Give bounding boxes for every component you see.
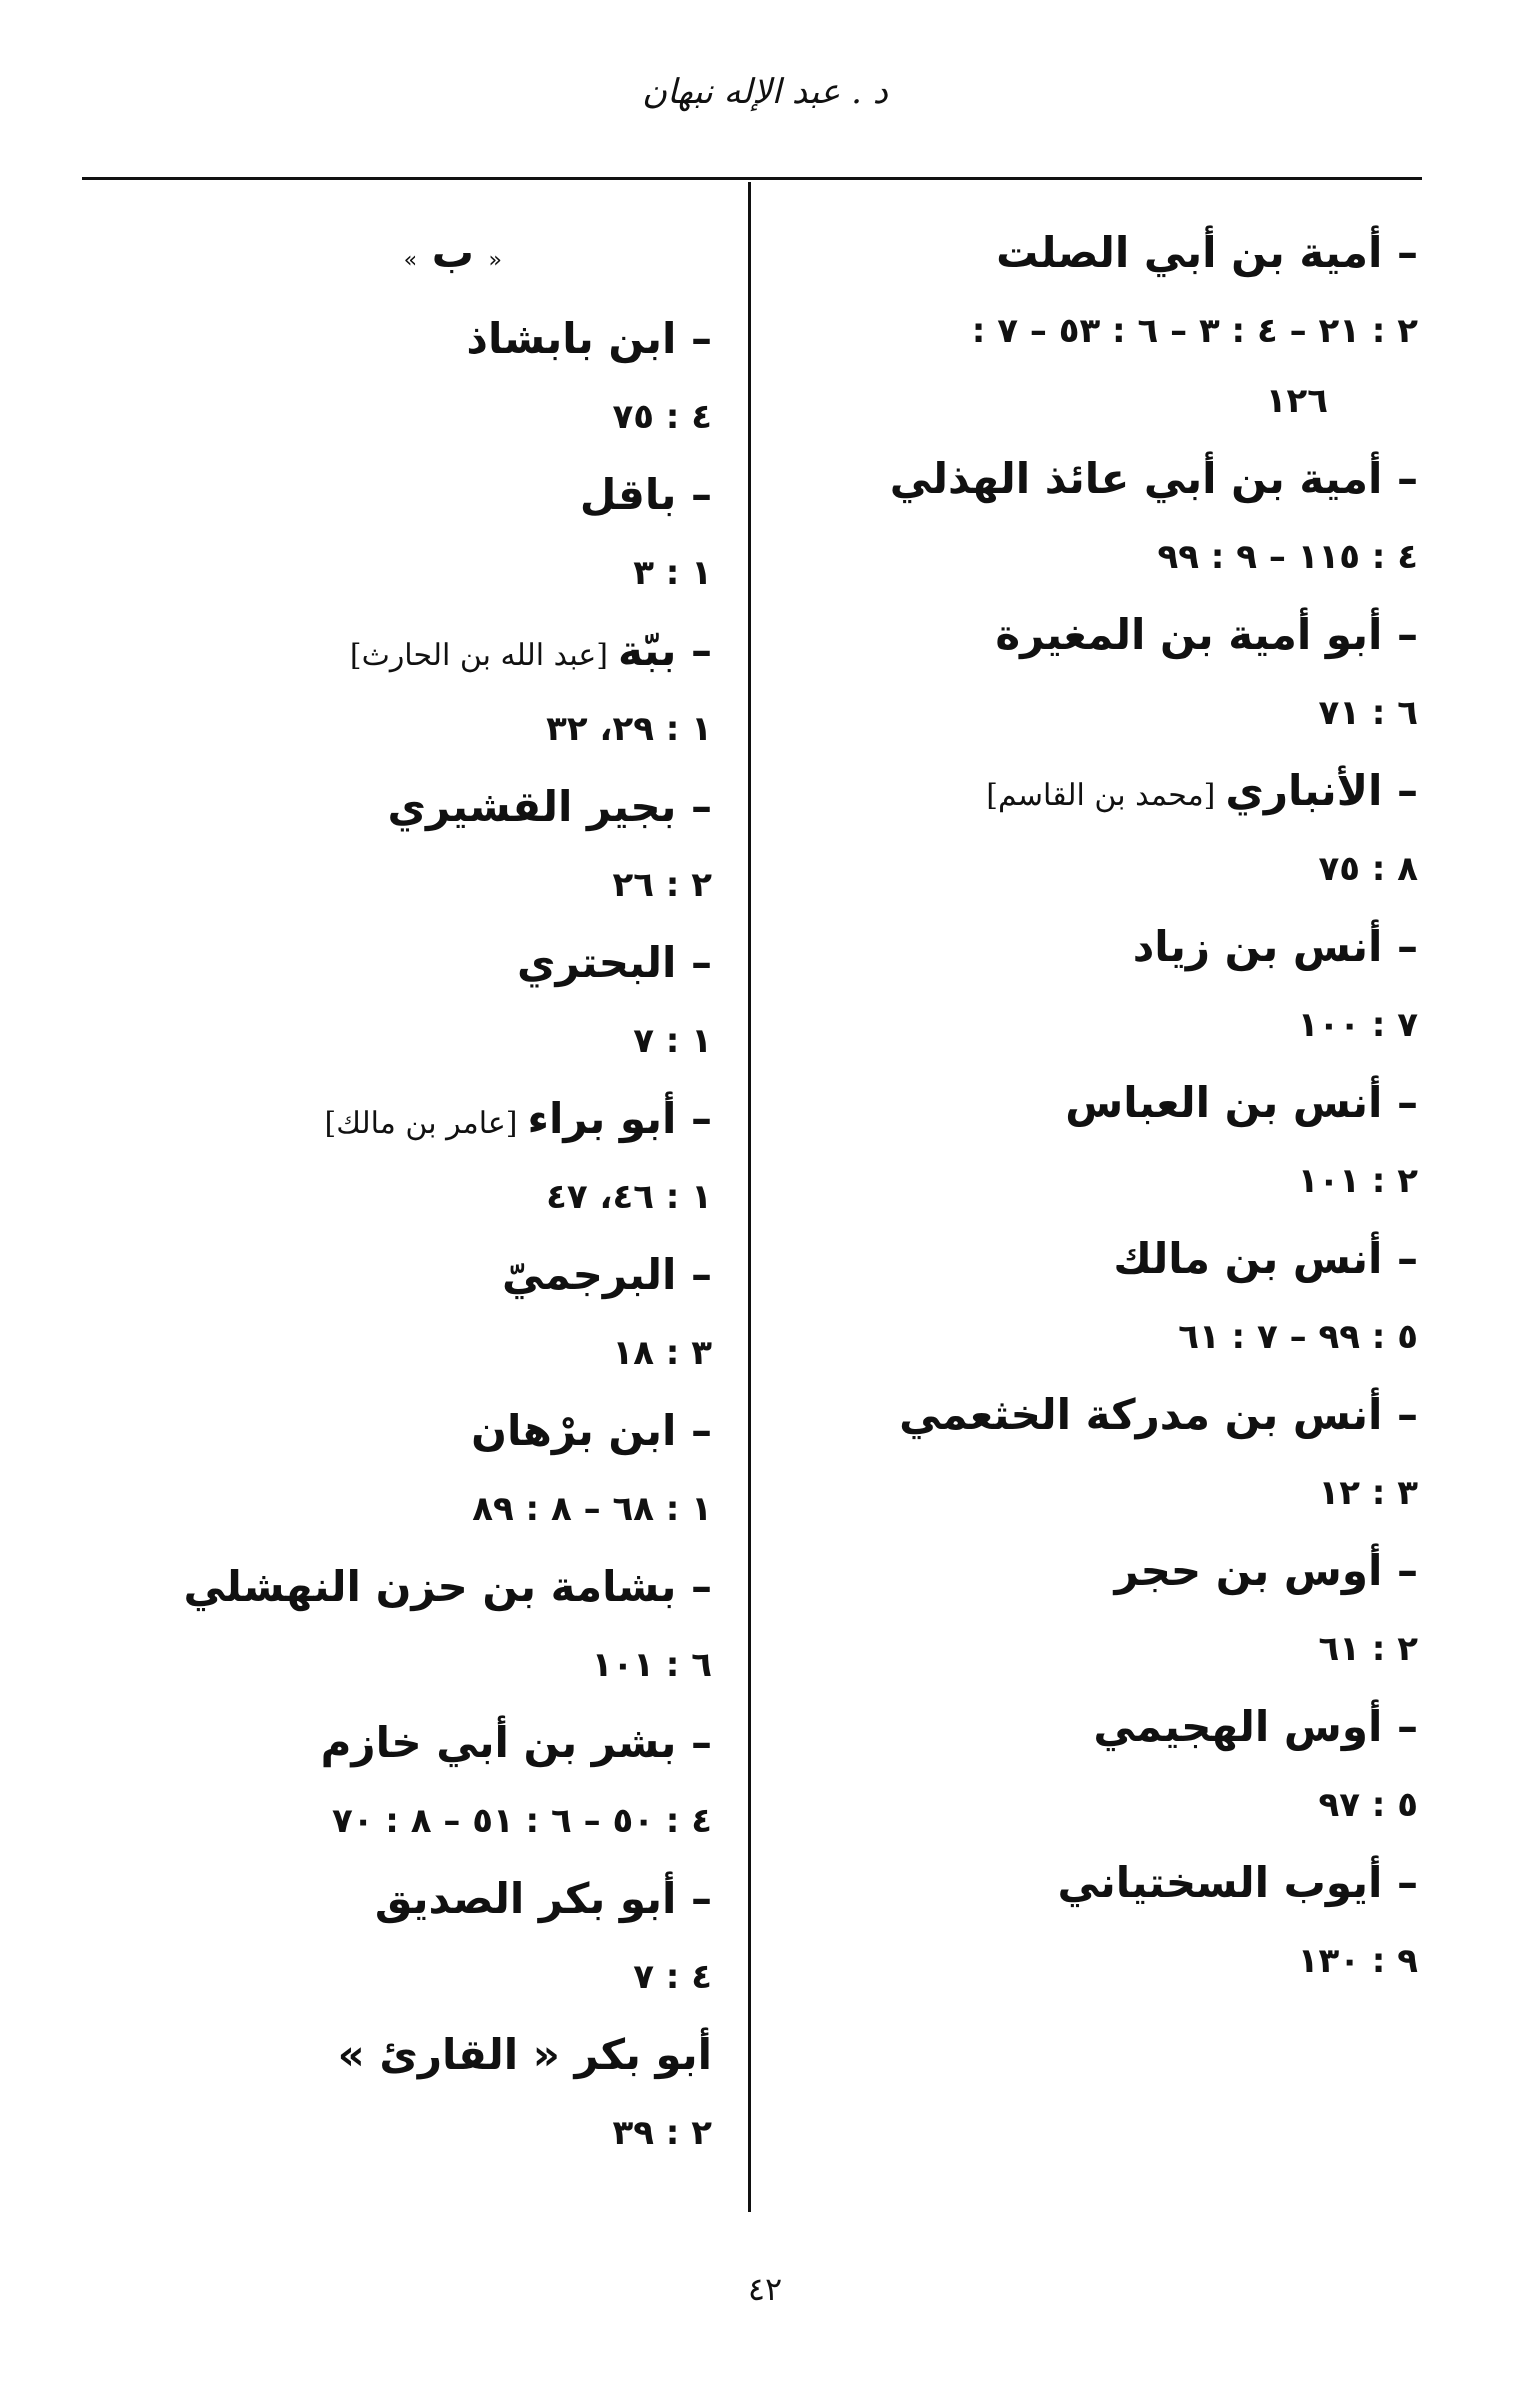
entry-name: – أوس الهجيمي xyxy=(1093,1702,1418,1751)
entry-name: – بجير القشيري xyxy=(387,782,712,831)
index-entry xyxy=(798,1840,1418,1996)
entry-name: – أمية بن أبي الصلت xyxy=(996,228,1418,277)
section-heading xyxy=(72,210,712,296)
entry-references: ١ : ٢٩، ٣٢ xyxy=(546,709,712,749)
index-entry xyxy=(798,1372,1418,1528)
entry-references: ٦ : ٧١ xyxy=(1318,693,1418,733)
entry-name: – أبو أمية بن المغيرة xyxy=(995,610,1418,659)
entry-references: ٤ : ١١٥ – ٩ : ٩٩ xyxy=(1157,537,1418,577)
section-quote-open: « xyxy=(488,248,502,273)
index-entry xyxy=(798,436,1418,592)
index-entry xyxy=(798,210,1418,436)
entry-name: – ابن بابشاذ xyxy=(466,314,712,363)
entry-references: ٣ : ١٨ xyxy=(612,1333,712,1373)
entry-name: – أنس بن العباس xyxy=(1065,1078,1418,1127)
index-entry xyxy=(72,764,712,920)
entry-references: ١ : ٦٨ – ٨ : ٨٩ xyxy=(472,1489,712,1529)
header-rule xyxy=(82,177,1422,180)
entry-name: – بشامة بن حزن النهشلي xyxy=(183,1562,712,1611)
index-entry xyxy=(798,1216,1418,1372)
entry-references-continued: ١٢٦ xyxy=(1265,381,1328,421)
entry-references: ٣ : ١٢ xyxy=(1318,1473,1418,1513)
running-header-author: د . عبد الإله نبهان xyxy=(642,72,888,112)
entry-note: [محمد بن القاسم] xyxy=(986,778,1216,813)
entry-name: – باقل xyxy=(579,470,712,519)
entry-name-text: – أبو براء xyxy=(527,1094,712,1143)
index-entry xyxy=(72,1700,712,1856)
entry-name: – البرجميّ xyxy=(502,1250,712,1299)
entry-name: أبو بكر « القارئ » xyxy=(337,2030,712,2079)
entry-references: ٢ : ٢١ – ٤ : ٣ – ٦ : ٥٣ – ٧ : xyxy=(971,311,1418,351)
index-entry xyxy=(72,452,712,608)
entry-name: – أنس بن مالك xyxy=(1113,1234,1418,1283)
entry-references: ٢ : ١٠١ xyxy=(1297,1161,1418,1201)
index-entry xyxy=(72,1076,712,1232)
entry-references: ١ : ٧ xyxy=(633,1021,712,1061)
entry-name: – البحتري xyxy=(517,938,712,987)
entry-references: ٤ : ٧٥ xyxy=(612,397,712,437)
entry-references: ٥ : ٩٧ xyxy=(1318,1785,1418,1825)
index-entry xyxy=(72,1544,712,1700)
entry-name: – أيوب السختياني xyxy=(1057,1858,1418,1907)
index-entry xyxy=(72,1232,712,1388)
entry-references: ٤ : ٧ xyxy=(633,1957,712,1997)
index-entry xyxy=(798,1060,1418,1216)
entry-note: [عامر بن مالك] xyxy=(324,1106,518,1141)
column-divider xyxy=(748,182,751,2212)
page-number: ٤٢ xyxy=(747,2270,783,2308)
section-letter: ب xyxy=(431,228,474,277)
section-quote-close: » xyxy=(403,248,418,273)
entry-name: – بشر بن أبي خازم xyxy=(320,1718,712,1767)
index-entry xyxy=(798,748,1418,904)
index-entry xyxy=(72,296,712,452)
entry-references: ٧ : ١٠٠ xyxy=(1297,1005,1418,1045)
entry-references: ٦ : ١٠١ xyxy=(591,1645,712,1685)
entry-references: ٢ : ٢٦ xyxy=(612,865,712,905)
index-entry xyxy=(798,904,1418,1060)
entry-name: – أنس بن زياد xyxy=(1132,922,1418,971)
entry-references: ٩ : ١٣٠ xyxy=(1297,1941,1418,1981)
entry-name-text: – الأنباري xyxy=(1225,766,1418,815)
entry-note: [عبد الله بن الحارث] xyxy=(349,638,608,673)
entry-name: – أبو بكر الصديق xyxy=(374,1874,712,1923)
entry-references: ١ : ٤٦، ٤٧ xyxy=(546,1177,712,1217)
entry-references: ١ : ٣ xyxy=(633,553,712,593)
entry-name: – أنس بن مدركة الخثعمي xyxy=(899,1390,1418,1439)
entry-references: ٨ : ٧٥ xyxy=(1318,849,1418,889)
entry-name: – أمية بن أبي عائذ الهذلي xyxy=(889,454,1418,503)
index-entry xyxy=(798,1528,1418,1684)
entry-name xyxy=(798,748,1418,834)
entry-references: ٢ : ٦١ xyxy=(1318,1629,1418,1669)
entry-references: ٢ : ٣٩ xyxy=(612,2113,712,2153)
index-entry xyxy=(798,592,1418,748)
index-entry xyxy=(72,920,712,1076)
index-entry xyxy=(72,608,712,764)
index-entry xyxy=(798,1684,1418,1840)
entry-name-text: – ببّة xyxy=(617,626,712,675)
index-column-left xyxy=(72,210,712,2168)
index-column-right xyxy=(798,210,1418,1996)
entry-name: – أوس بن حجر xyxy=(1114,1546,1418,1595)
index-entry xyxy=(72,1856,712,2012)
entry-name xyxy=(72,1076,712,1162)
entry-references: ٤ : ٥٠ – ٦ : ٥١ – ٨ : ٧٠ xyxy=(331,1801,712,1841)
entry-name: – ابن برْهان xyxy=(471,1406,712,1455)
entry-references: ٥ : ٩٩ – ٧ : ٦١ xyxy=(1178,1317,1418,1357)
index-entry xyxy=(72,1388,712,1544)
index-entry xyxy=(72,2012,712,2168)
entry-name xyxy=(72,608,712,694)
